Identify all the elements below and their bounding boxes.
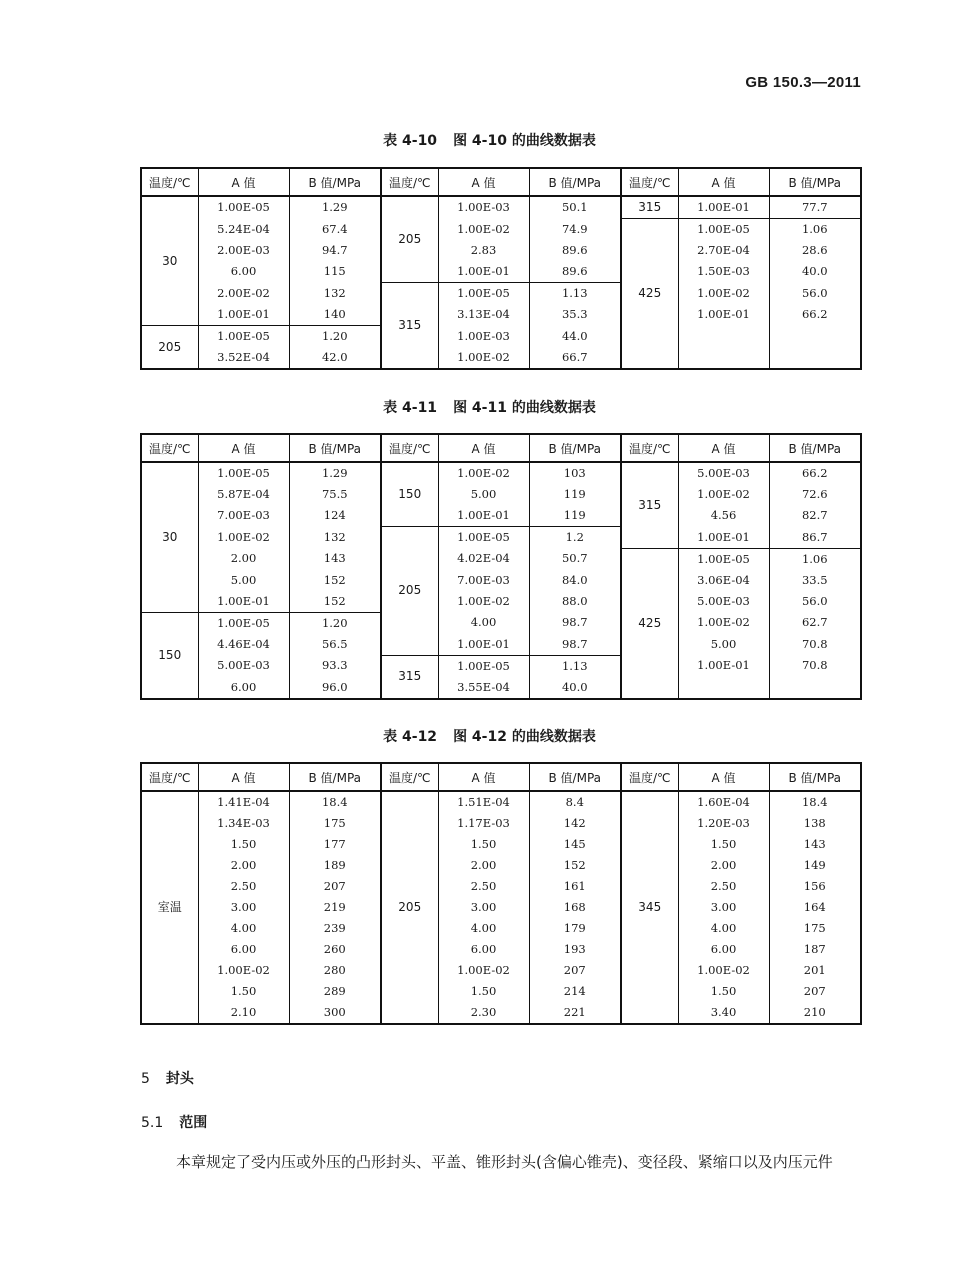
b-value-cell: 149	[769, 855, 861, 876]
header-a-value: A 值	[438, 168, 529, 196]
b-value-cell: 168	[529, 897, 621, 918]
header-temp: 温度/℃	[621, 434, 678, 462]
table-row	[141, 897, 861, 918]
table-row	[141, 505, 861, 527]
a-value-cell: 5.00E-03	[678, 591, 769, 613]
a-value-cell: 3.52E-04	[198, 347, 289, 369]
table-row	[141, 196, 861, 219]
a-value-cell: 3.55E-04	[438, 677, 529, 699]
table-row	[141, 527, 861, 549]
a-value-cell: 2.83	[438, 240, 529, 261]
b-value-cell: 86.7	[769, 527, 861, 549]
section-number: 5	[141, 1071, 150, 1087]
a-value-cell: 4.00	[438, 918, 529, 939]
b-value-cell: 74.9	[529, 219, 621, 241]
b-value-cell: 89.6	[529, 261, 621, 283]
a-value-cell: 6.00	[198, 939, 289, 960]
table-header-row	[141, 168, 861, 196]
a-value-cell: 1.00E-02	[678, 484, 769, 505]
a-value-cell: 1.50	[198, 834, 289, 855]
table-row	[141, 1002, 861, 1024]
b-value-cell: 66.2	[769, 462, 861, 484]
b-value-cell: 193	[529, 939, 621, 960]
table-row	[141, 677, 861, 699]
b-value-cell: 152	[529, 855, 621, 876]
b-value-cell: 175	[289, 813, 381, 834]
header-b-value: B 值/MPa	[529, 168, 621, 196]
b-value-cell: 152	[289, 591, 381, 613]
temperature-cell: 30	[141, 196, 198, 326]
temperature-cell: 205	[141, 326, 198, 370]
temperature-cell: 205	[381, 791, 438, 1024]
b-value-cell: 152	[289, 570, 381, 591]
table-row	[141, 304, 861, 326]
temperature-cell: 315	[381, 655, 438, 699]
temperature-cell: 425	[621, 219, 678, 370]
a-value-cell: 1.00E-02	[198, 527, 289, 549]
b-value-cell: 84.0	[529, 570, 621, 591]
caption-text: 图 4-10 的曲线数据表	[453, 133, 596, 149]
table-caption	[0, 130, 979, 150]
a-value-cell: 1.50	[438, 981, 529, 1002]
a-value-cell: 2.50	[678, 876, 769, 897]
a-value-cell: 1.41E-04	[198, 791, 289, 813]
header-b-value: B 值/MPa	[289, 168, 381, 196]
temperature-cell: 30	[141, 462, 198, 612]
b-value-cell: 132	[289, 283, 381, 305]
a-value-cell: 1.00E-01	[678, 196, 769, 219]
a-value-cell: 1.00E-01	[198, 591, 289, 613]
b-value-cell: 40.0	[529, 677, 621, 699]
b-value-cell: 119	[529, 484, 621, 505]
table-row	[141, 981, 861, 1002]
header-temp: 温度/℃	[621, 168, 678, 196]
b-value-cell: 156	[769, 876, 861, 897]
table-row	[141, 939, 861, 960]
caption-number: 表 4-11	[383, 400, 438, 416]
standard-number: GB 150.3—2011	[745, 74, 861, 91]
b-value-cell: 1.06	[769, 548, 861, 570]
table-row	[141, 240, 861, 261]
b-value-cell: 77.7	[769, 196, 861, 219]
a-value-cell: 3.40	[678, 1002, 769, 1024]
table-header-row	[141, 434, 861, 462]
a-value-cell: 3.06E-04	[678, 570, 769, 591]
a-value-cell: 1.17E-03	[438, 813, 529, 834]
table-row	[141, 918, 861, 939]
a-value-cell: 1.00E-01	[678, 304, 769, 326]
b-value-cell: 56.5	[289, 634, 381, 656]
a-value-cell: 6.00	[678, 939, 769, 960]
a-value-cell: 1.50	[678, 834, 769, 855]
table-row	[141, 834, 861, 855]
a-value-cell: 1.00E-05	[198, 196, 289, 219]
a-value-cell: 2.00E-02	[198, 283, 289, 305]
a-value-cell: 4.00	[438, 612, 529, 634]
a-value-cell: 1.00E-02	[438, 462, 529, 484]
a-value-cell: 1.00E-02	[438, 960, 529, 981]
a-value-cell: 5.00	[678, 634, 769, 656]
a-value-cell: 6.00	[438, 939, 529, 960]
header-b-value: B 值/MPa	[769, 168, 861, 196]
a-value-cell: 1.50E-03	[678, 261, 769, 283]
a-value-cell: 2.00	[438, 855, 529, 876]
header-b-value: B 值/MPa	[529, 763, 621, 791]
table-header-row	[141, 763, 861, 791]
table-body	[141, 462, 861, 699]
a-value-cell: 3.00	[198, 897, 289, 918]
b-value-cell: 50.7	[529, 548, 621, 570]
b-value-cell: 72.6	[769, 484, 861, 505]
table-row	[141, 261, 861, 283]
table-row	[141, 813, 861, 834]
b-value-cell: 177	[289, 834, 381, 855]
header-temp: 温度/℃	[141, 763, 198, 791]
table-body	[141, 791, 861, 1024]
b-value-cell: 207	[529, 960, 621, 981]
header-a-value: A 值	[198, 168, 289, 196]
header-b-value: B 值/MPa	[769, 434, 861, 462]
section-heading	[141, 1068, 194, 1088]
a-value-cell: 4.00	[198, 918, 289, 939]
a-value-cell: 4.02E-04	[438, 548, 529, 570]
table-row	[141, 591, 861, 613]
header-a-value: A 值	[198, 763, 289, 791]
b-value-cell: 67.4	[289, 219, 381, 241]
a-value-cell: 1.50	[678, 981, 769, 1002]
b-value-cell: 219	[289, 897, 381, 918]
a-value-cell: 5.24E-04	[198, 219, 289, 241]
b-value-cell: 140	[289, 304, 381, 326]
header-a-value: A 值	[678, 763, 769, 791]
a-value-cell: 6.00	[198, 677, 289, 699]
b-value-cell: 18.4	[769, 791, 861, 813]
header-temp: 温度/℃	[381, 168, 438, 196]
a-value-cell: 1.50	[438, 834, 529, 855]
a-value-cell: 1.20E-03	[678, 813, 769, 834]
b-value-cell: 132	[289, 527, 381, 549]
header-temp: 温度/℃	[381, 763, 438, 791]
temperature-cell: 315	[381, 283, 438, 370]
b-value-cell: 89.6	[529, 240, 621, 261]
table-caption	[0, 726, 979, 746]
a-value-cell: 1.00E-05	[198, 326, 289, 348]
a-value-cell	[678, 326, 769, 348]
b-value-cell: 8.4	[529, 791, 621, 813]
header-a-value: A 值	[198, 434, 289, 462]
section-title: 封头	[165, 1071, 194, 1087]
b-value-cell: 221	[529, 1002, 621, 1024]
b-value-cell: 93.3	[289, 655, 381, 677]
b-value-cell: 88.0	[529, 591, 621, 613]
a-value-cell: 1.00E-05	[198, 462, 289, 484]
a-value-cell: 1.00E-05	[678, 548, 769, 570]
caption-number: 表 4-10	[383, 133, 438, 149]
a-value-cell: 2.00	[198, 855, 289, 876]
b-value-cell: 1.13	[529, 283, 621, 305]
temperature-cell: 315	[621, 462, 678, 548]
a-value-cell: 1.00E-05	[438, 527, 529, 549]
header-a-value: A 值	[438, 763, 529, 791]
table-row	[141, 612, 861, 634]
b-value-cell: 207	[289, 876, 381, 897]
b-value-cell: 300	[289, 1002, 381, 1024]
b-value-cell: 1.06	[769, 219, 861, 241]
b-value-cell: 98.7	[529, 612, 621, 634]
a-value-cell: 1.00E-02	[438, 347, 529, 369]
b-value-cell: 175	[769, 918, 861, 939]
a-value-cell: 3.13E-04	[438, 304, 529, 326]
table-row	[141, 484, 861, 505]
data-table-4-10	[140, 167, 862, 370]
table-caption	[0, 397, 979, 417]
table-row	[141, 960, 861, 981]
caption-number: 表 4-12	[383, 729, 438, 745]
a-value-cell: 5.00E-03	[198, 655, 289, 677]
a-value-cell: 5.00E-03	[678, 462, 769, 484]
section-title: 范围	[179, 1115, 208, 1131]
caption-text: 图 4-12 的曲线数据表	[453, 729, 596, 745]
a-value-cell: 1.00E-02	[678, 283, 769, 305]
b-value-cell: 1.20	[289, 326, 381, 348]
b-value-cell: 62.7	[769, 612, 861, 634]
b-value-cell: 260	[289, 939, 381, 960]
b-value-cell: 44.0	[529, 326, 621, 348]
b-value-cell: 42.0	[289, 347, 381, 369]
caption-text: 图 4-11 的曲线数据表	[453, 400, 596, 416]
b-value-cell: 239	[289, 918, 381, 939]
temperature-cell: 345	[621, 791, 678, 1024]
a-value-cell: 1.00E-01	[678, 655, 769, 677]
b-value-cell: 210	[769, 1002, 861, 1024]
a-value-cell: 2.30	[438, 1002, 529, 1024]
b-value-cell: 124	[289, 505, 381, 527]
a-value-cell: 7.00E-03	[438, 570, 529, 591]
table-body	[141, 196, 861, 369]
header-a-value: A 值	[438, 434, 529, 462]
b-value-cell: 66.2	[769, 304, 861, 326]
b-value-cell: 143	[769, 834, 861, 855]
header-b-value: B 值/MPa	[289, 763, 381, 791]
b-value-cell: 96.0	[289, 677, 381, 699]
temperature-cell: 205	[381, 527, 438, 656]
b-value-cell: 70.8	[769, 634, 861, 656]
header-b-value: B 值/MPa	[289, 434, 381, 462]
b-value-cell	[769, 347, 861, 369]
header-b-value: B 值/MPa	[529, 434, 621, 462]
header-a-value: A 值	[678, 434, 769, 462]
table-row	[141, 655, 861, 677]
a-value-cell: 1.00E-05	[198, 612, 289, 634]
header-a-value: A 值	[678, 168, 769, 196]
b-value-cell: 28.6	[769, 240, 861, 261]
data-table-4-11	[140, 433, 862, 700]
b-value-cell: 142	[529, 813, 621, 834]
b-value-cell: 82.7	[769, 505, 861, 527]
body-paragraph: 本章规定了受内压或外压的凸形封头、平盖、锥形封头(含偏心锥壳)、变径段、紧缩口以及内压元件	[176, 1153, 833, 1171]
b-value-cell: 75.5	[289, 484, 381, 505]
a-value-cell: 1.00E-03	[438, 326, 529, 348]
a-value-cell: 1.60E-04	[678, 791, 769, 813]
temperature-cell: 315	[621, 196, 678, 219]
b-value-cell: 1.29	[289, 196, 381, 219]
header-temp: 温度/℃	[141, 434, 198, 462]
header-b-value: B 值/MPa	[769, 763, 861, 791]
a-value-cell: 1.00E-01	[438, 261, 529, 283]
b-value-cell: 40.0	[769, 261, 861, 283]
b-value-cell: 1.29	[289, 462, 381, 484]
b-value-cell: 143	[289, 548, 381, 570]
temperature-cell: 室温	[141, 791, 198, 1024]
table-row	[141, 347, 861, 369]
a-value-cell: 1.00E-02	[678, 960, 769, 981]
table-row	[141, 462, 861, 484]
b-value-cell: 164	[769, 897, 861, 918]
a-value-cell: 1.00E-03	[438, 196, 529, 219]
subsection-heading	[141, 1112, 207, 1132]
b-value-cell: 289	[289, 981, 381, 1002]
b-value-cell: 201	[769, 960, 861, 981]
a-value-cell: 1.00E-01	[438, 505, 529, 527]
b-value-cell: 33.5	[769, 570, 861, 591]
a-value-cell: 4.56	[678, 505, 769, 527]
section-number: 5.1	[141, 1115, 164, 1131]
b-value-cell: 56.0	[769, 591, 861, 613]
header-temp: 温度/℃	[141, 168, 198, 196]
a-value-cell: 1.00E-02	[678, 612, 769, 634]
header-temp: 温度/℃	[381, 434, 438, 462]
b-value-cell: 1.2	[529, 527, 621, 549]
b-value-cell: 138	[769, 813, 861, 834]
a-value-cell: 3.00	[678, 897, 769, 918]
table-row	[141, 634, 861, 656]
b-value-cell: 103	[529, 462, 621, 484]
a-value-cell: 4.46E-04	[198, 634, 289, 656]
table-row	[141, 855, 861, 876]
b-value-cell: 56.0	[769, 283, 861, 305]
table-row	[141, 548, 861, 570]
a-value-cell: 6.00	[198, 261, 289, 283]
a-value-cell: 1.00E-01	[198, 304, 289, 326]
table-row	[141, 283, 861, 305]
b-value-cell: 94.7	[289, 240, 381, 261]
a-value-cell: 4.00	[678, 918, 769, 939]
table-row	[141, 791, 861, 813]
a-value-cell: 1.00E-05	[438, 655, 529, 677]
temperature-cell: 205	[381, 196, 438, 283]
a-value-cell: 1.51E-04	[438, 791, 529, 813]
a-value-cell: 1.50	[198, 981, 289, 1002]
a-value-cell: 3.00	[438, 897, 529, 918]
b-value-cell: 50.1	[529, 196, 621, 219]
a-value-cell: 5.00	[438, 484, 529, 505]
a-value-cell: 7.00E-03	[198, 505, 289, 527]
b-value-cell: 66.7	[529, 347, 621, 369]
b-value-cell: 214	[529, 981, 621, 1002]
a-value-cell: 1.00E-01	[438, 634, 529, 656]
a-value-cell: 1.00E-02	[198, 960, 289, 981]
a-value-cell	[678, 677, 769, 699]
b-value-cell: 189	[289, 855, 381, 876]
temperature-cell: 150	[381, 462, 438, 527]
b-value-cell: 1.20	[289, 612, 381, 634]
table-row	[141, 876, 861, 897]
a-value-cell: 5.87E-04	[198, 484, 289, 505]
a-value-cell: 1.00E-02	[438, 591, 529, 613]
b-value-cell: 1.13	[529, 655, 621, 677]
a-value-cell: 2.00E-03	[198, 240, 289, 261]
a-value-cell: 2.70E-04	[678, 240, 769, 261]
a-value-cell: 1.00E-05	[438, 283, 529, 305]
b-value-cell: 70.8	[769, 655, 861, 677]
a-value-cell	[678, 347, 769, 369]
a-value-cell: 5.00	[198, 570, 289, 591]
temperature-cell: 150	[141, 612, 198, 699]
a-value-cell: 2.00	[678, 855, 769, 876]
b-value-cell: 207	[769, 981, 861, 1002]
b-value-cell: 119	[529, 505, 621, 527]
temperature-cell: 425	[621, 548, 678, 699]
b-value-cell: 161	[529, 876, 621, 897]
b-value-cell: 115	[289, 261, 381, 283]
header-temp: 温度/℃	[621, 763, 678, 791]
b-value-cell: 187	[769, 939, 861, 960]
b-value-cell: 18.4	[289, 791, 381, 813]
b-value-cell: 145	[529, 834, 621, 855]
a-value-cell: 2.00	[198, 548, 289, 570]
a-value-cell: 1.00E-05	[678, 219, 769, 241]
table-row	[141, 326, 861, 348]
b-value-cell: 280	[289, 960, 381, 981]
b-value-cell	[769, 326, 861, 348]
b-value-cell: 35.3	[529, 304, 621, 326]
table-row	[141, 570, 861, 591]
a-value-cell: 2.50	[438, 876, 529, 897]
a-value-cell: 2.50	[198, 876, 289, 897]
a-value-cell: 2.10	[198, 1002, 289, 1024]
b-value-cell: 98.7	[529, 634, 621, 656]
a-value-cell: 1.00E-02	[438, 219, 529, 241]
data-table-4-12	[140, 762, 862, 1025]
a-value-cell: 1.34E-03	[198, 813, 289, 834]
b-value-cell: 179	[529, 918, 621, 939]
table-row	[141, 219, 861, 241]
a-value-cell: 1.00E-01	[678, 527, 769, 549]
b-value-cell	[769, 677, 861, 699]
